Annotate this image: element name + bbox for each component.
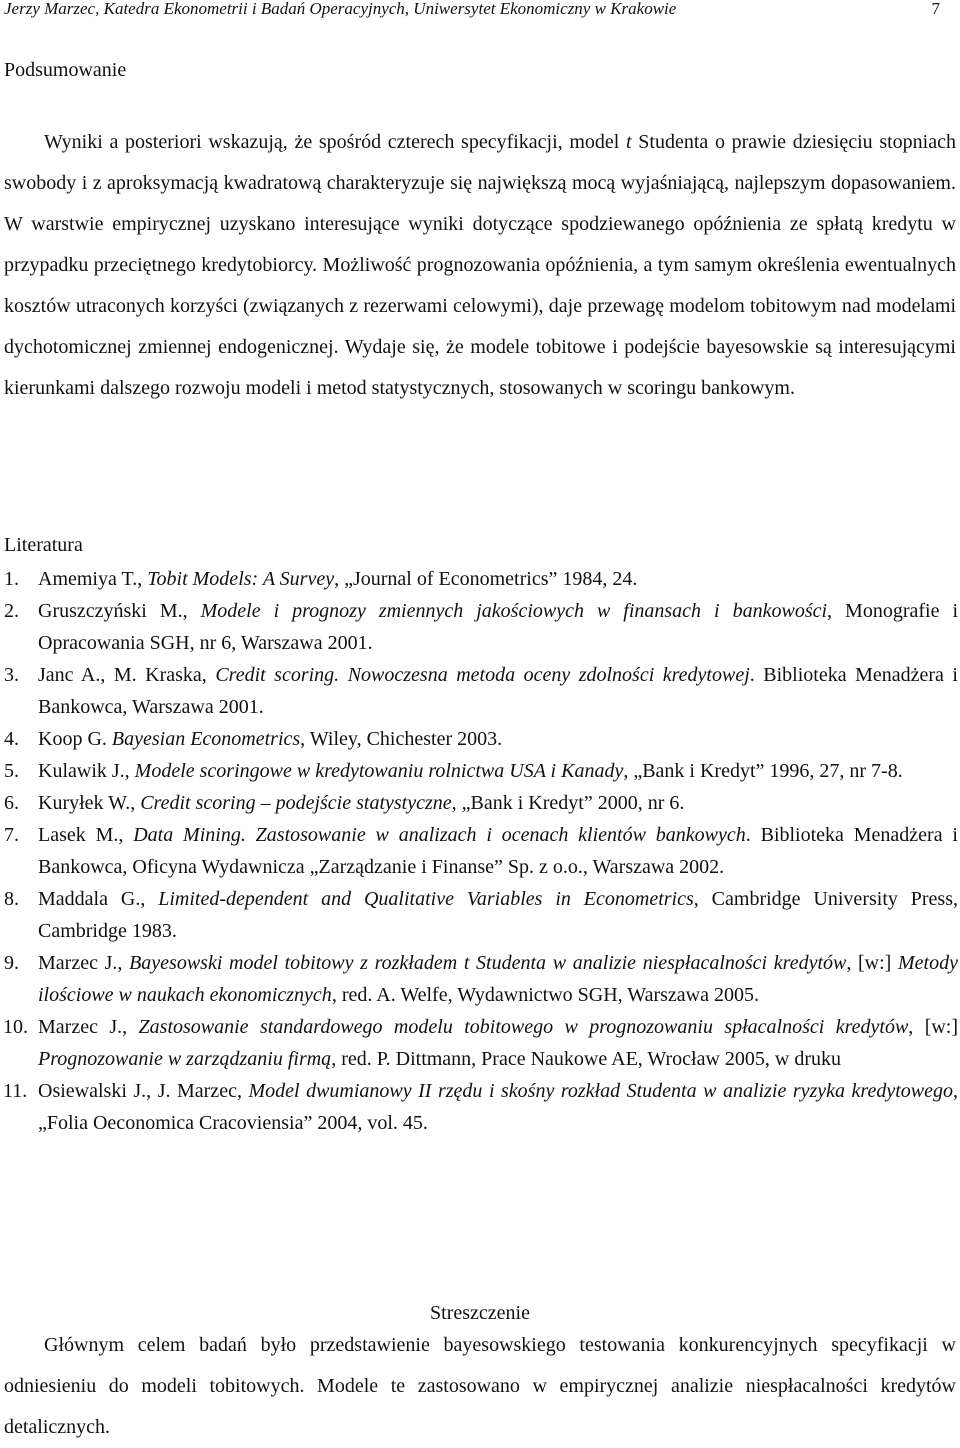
reference-item: 2. Gruszczyński M., Modele i prognozy zmiennych jakościowych w finansach i bankowości, Monografie i Opracowania SGH, nr 6, Warszawa 2001. — [4, 600, 958, 654]
reference-item: 11. Osiewalski J., J. Marzec, Model dwumianowy II rzędu i skośny rozkład Studenta w analizie ryzyka kredytowego, „Folia Oeconomica Cracoviensia” 2004, vol. 45. — [3, 1080, 958, 1134]
summary-paragraph — [4, 122, 956, 409]
summary-t-italic: t — [626, 131, 632, 153]
summary-text-a: Wyniki a posteriori wskazują, że spośród czterech specyfikacji, model — [44, 131, 627, 153]
reference-list — [0, 563, 958, 1139]
literature-heading: Literatura — [4, 534, 83, 556]
reference-item: 10. Marzec J., Zastosowanie standardowego modelu tobitowego w prognozowaniu spłacalności kredytów, [w:] Prognozowanie w zarządzaniu firmą, red. P. Dittmann, Prace Naukowe AE, Wrocław 2005, w druku — [3, 1016, 959, 1070]
abstract-paragraph: Głównym celem badań było przedstawienie bayesowskiego testowania konkurencyjnych specyfikacji w odniesieniu do modeli tobitowych. Modele te zastosowano w empirycznej analizie niespłacalności kredytów detalicznych. — [4, 1334, 956, 1438]
page-number: 7 — [931, 0, 940, 18]
running-head-text: Jerzy Marzec, Katedra Ekonometrii i Badań Operacyjnych, Uniwersytet Ekonomiczny w Krakowie — [4, 0, 677, 18]
summary-text-b: Studenta o prawie dziesięciu stopniach swobody i z aproksymacją kwadratową charakteryzuje się największą mocą wyjaśniającą, najlepszym dopasowaniem. W warstwie empirycznej uzyskano interesujące wyniki dotyczące spodziewanego opóźnienia ze spłatą kredytu w przypadku przeciętnego kredytobiorcy. Możliwość prognozowania opóźnienia, a tym samym określenia ewentualnych kosztów utraconych korzyści (związanych z rezerwami celowymi), daje przewagę modelom tobitowym nad modelami dychotomicznej zmiennej endogenicznej. Wydaje się, że modele tobitowe i podejście bayesowskie są interesującymi kierunkami dalszego rozwoju modeli i metod statystycznych, stosowanych w scoringu bankowym. — [4, 131, 956, 399]
reference-item: 1. Amemiya T., Tobit Models: A Survey, „Journal of Econometrics” 1984, 24. — [4, 568, 638, 590]
reference-item: 9. Marzec J., Bayesowski model tobitowy z rozkładem t Studenta w analizie niespłacalności kredytów, [w:] Metody ilościowe w naukach ekonomicznych, red. A. Welfe, Wydawnictwo SGH, Warszawa 2005. — [4, 952, 958, 1006]
summary-heading: Podsumowanie — [4, 59, 127, 81]
running-header — [4, 0, 950, 20]
abstract-heading: Streszczenie — [430, 1302, 530, 1324]
reference-item: 8. Maddala G., Limited-dependent and Qualitative Variables in Econometrics, Cambridge University Press, Cambridge 1983. — [4, 888, 958, 942]
reference-item: 4. Koop G. Bayesian Econometrics, Wiley, Chichester 2003. — [4, 728, 503, 750]
reference-item: 7. Lasek M., Data Mining. Zastosowanie w analizach i ocenach klientów bankowych. Biblioteka Menadżera i Bankowca, Oficyna Wydawnicza „Zarządzanie i Finanse” Sp. z o.o., Warszawa 2002. — [4, 824, 958, 878]
reference-item: 3. Janc A., M. Kraska, Credit scoring. Nowoczesna metoda oceny zdolności kredytowej. Biblioteka Menadżera i Bankowca, Warszawa 2001. — [4, 664, 958, 718]
reference-item: 6. Kuryłek W., Credit scoring – podejście statystyczne, „Bank i Kredyt” 2000, nr 6. — [4, 792, 685, 814]
reference-item: 5. Kulawik J., Modele scoringowe w kredytowaniu rolnictwa USA i Kanady, „Bank i Kredyt” 1996, 27, nr 7-8. — [4, 760, 903, 782]
